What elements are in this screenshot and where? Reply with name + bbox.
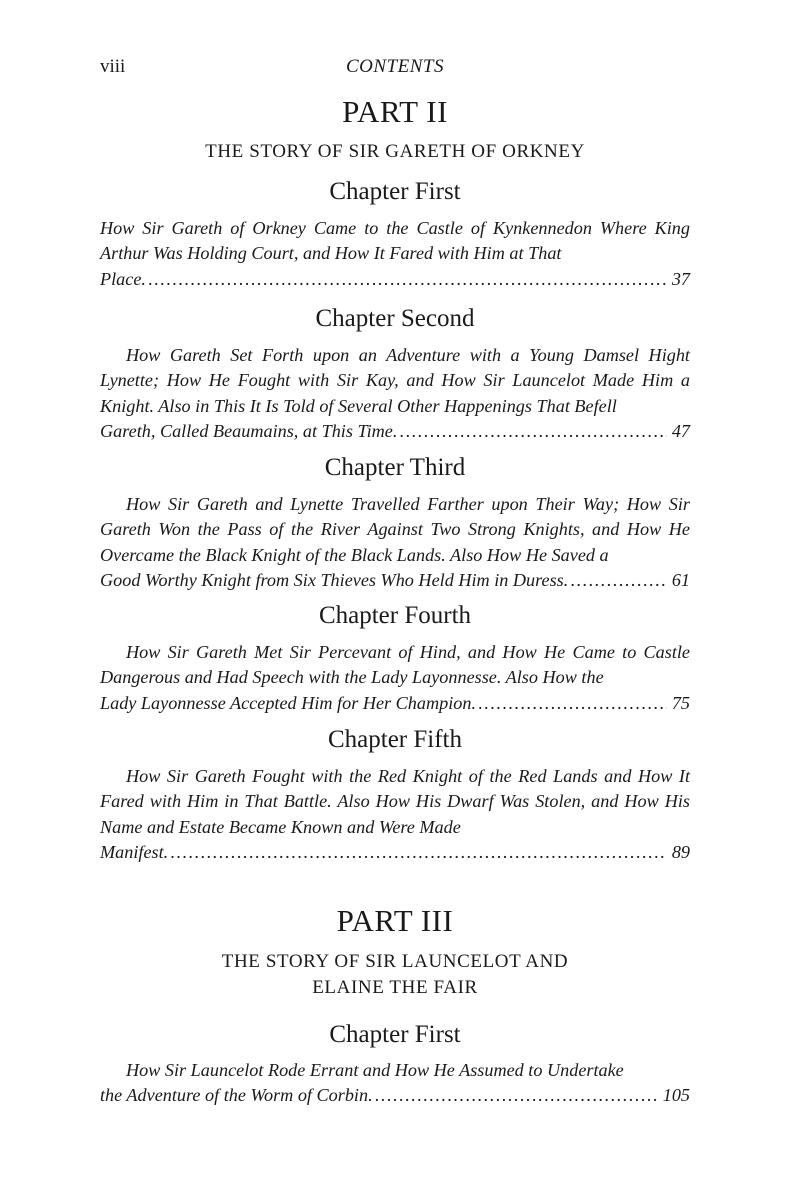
entry-title: How Gareth Set Forth upon an Adventure with a Young Damsel Hight Lynette; How He Fought with Sir Kay, and How Sir Launcelot Made Him a Knight. Also in This It Is Told of Several Other Happenings That Befell bbox=[100, 345, 690, 416]
toc-entry[interactable] bbox=[100, 1058, 690, 1109]
chapter-heading: Chapter First bbox=[329, 1021, 461, 1048]
entry-title: How Sir Gareth Fought with the Red Knight of the Red Lands and How It Fared with Him in That Battle. Also How His Dwarf Was Stolen, and How His Name and Estate Became Known and Were Made bbox=[100, 766, 690, 837]
dot-leader bbox=[399, 419, 666, 444]
toc-entry[interactable] bbox=[100, 640, 690, 716]
dot-leader bbox=[375, 1083, 658, 1108]
chapter-heading: Chapter Fifth bbox=[327, 726, 462, 753]
part-subtitle: THE STORY OF SIR GARETH OF ORKNEY bbox=[205, 141, 585, 162]
entry-title: How Sir Gareth and Lynette Travelled Farther upon Their Way; How Sir Gareth Won the Pass of the River Against Two Strong Knights, and How He Overcame the Black Knight of the Black Lands. Also How He Saved a bbox=[100, 494, 690, 565]
page-number: 89 bbox=[669, 840, 690, 865]
chapter-heading: Chapter Third bbox=[324, 454, 466, 481]
toc-entry[interactable] bbox=[100, 343, 690, 444]
page-number: 105 bbox=[660, 1083, 690, 1108]
entry-last-line bbox=[100, 267, 690, 292]
dot-leader bbox=[570, 568, 667, 593]
dot-leader bbox=[170, 840, 667, 865]
dot-leader bbox=[148, 267, 667, 292]
entry-last-line bbox=[100, 1083, 690, 1108]
entry-last-line bbox=[100, 568, 690, 593]
entry-title: How Sir Gareth of Orkney Came to the Castle of Kynkennedon Where King Arthur Was Holding Court, and How It Fared with Him at That bbox=[100, 218, 690, 264]
chapter-heading: Chapter First bbox=[329, 178, 461, 205]
page-number: 37 bbox=[669, 267, 690, 292]
folio-page-number: viii bbox=[100, 56, 126, 77]
entry-last-line bbox=[100, 691, 690, 716]
chapter-heading: Chapter Second bbox=[315, 305, 475, 332]
part-subtitle: ELAINE THE FAIR bbox=[312, 977, 478, 998]
entry-last-line bbox=[100, 419, 690, 444]
entry-title-end: Gareth, Called Beaumains, at This Time. bbox=[100, 420, 398, 441]
entry-title-end: Good Worthy Knight from Six Thieves Who Held Him in Duress. bbox=[100, 569, 569, 590]
chapter-heading: Chapter Fourth bbox=[318, 602, 472, 629]
running-title: CONTENTS bbox=[346, 56, 444, 77]
page-number: 61 bbox=[669, 568, 690, 593]
toc-entry[interactable] bbox=[100, 764, 690, 865]
entry-title: How Sir Launcelot Rode Errant and How He Assumed to Undertake bbox=[126, 1060, 624, 1080]
running-head bbox=[100, 56, 690, 82]
part-subtitle: THE STORY OF SIR LAUNCELOT AND bbox=[221, 951, 569, 972]
entry-title-end: Manifest. bbox=[100, 841, 169, 862]
dot-leader bbox=[478, 691, 667, 716]
entry-last-line bbox=[100, 840, 690, 865]
entry-title-end: Place. bbox=[100, 268, 146, 289]
entry-title: How Sir Gareth Met Sir Percevant of Hind, and How He Came to Castle Dangerous and Had Speech with the Lady Layonnesse. Also How the bbox=[100, 642, 690, 688]
part-title: PART III bbox=[336, 903, 454, 938]
part-title: PART II bbox=[342, 94, 448, 129]
page-number: 75 bbox=[669, 691, 690, 716]
toc-entry[interactable] bbox=[100, 492, 690, 593]
entry-title-end: the Adventure of the Worm of Corbin. bbox=[100, 1085, 373, 1106]
toc-entry[interactable] bbox=[100, 216, 690, 292]
entry-title-end: Lady Layonnesse Accepted Him for Her Champion. bbox=[100, 692, 476, 713]
page-number: 47 bbox=[669, 419, 690, 444]
